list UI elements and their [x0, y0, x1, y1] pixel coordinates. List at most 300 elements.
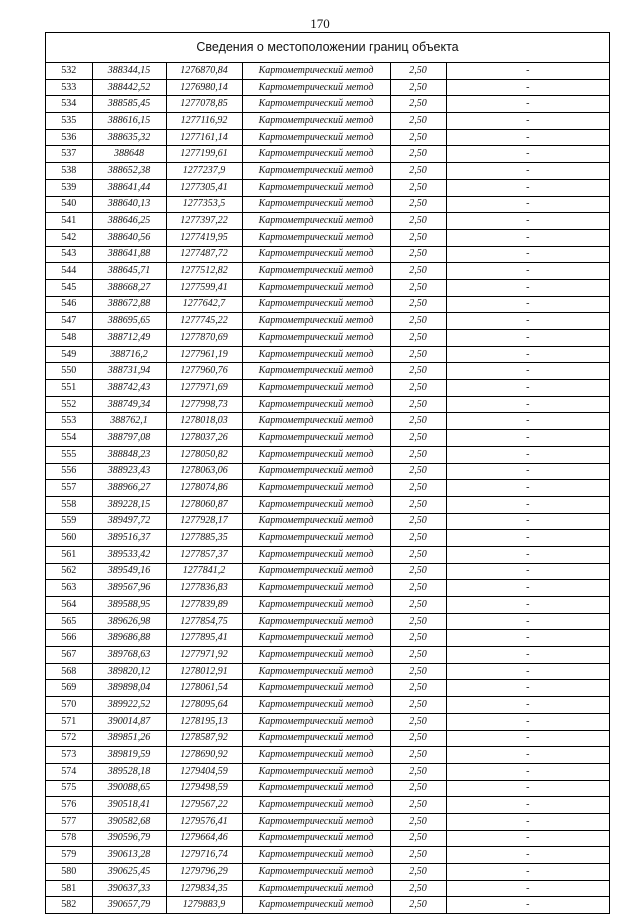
cell-method: Картометрический метод [242, 163, 390, 180]
cell-y-coordinate: 1277971,69 [166, 380, 242, 397]
cell-x-coordinate: 388640,13 [92, 196, 166, 213]
cell-x-coordinate: 388635,32 [92, 129, 166, 146]
cell-accuracy: 2,50 [390, 647, 446, 664]
cell-x-coordinate: 388652,38 [92, 163, 166, 180]
cell-x-coordinate: 388646,25 [92, 213, 166, 230]
cell-accuracy: 2,50 [390, 246, 446, 263]
cell-x-coordinate: 388695,65 [92, 313, 166, 330]
cell-accuracy: 2,50 [390, 763, 446, 780]
cell-x-coordinate: 389820,12 [92, 663, 166, 680]
cell-y-coordinate: 1277116,92 [166, 113, 242, 130]
cell-accuracy: 2,50 [390, 613, 446, 630]
cell-x-coordinate: 388742,43 [92, 380, 166, 397]
cell-description: - [446, 63, 609, 79]
cell-y-coordinate: 1276870,84 [166, 63, 242, 79]
cell-point-number: 547 [46, 313, 92, 330]
cell-accuracy: 2,50 [390, 196, 446, 213]
cell-accuracy: 2,50 [390, 296, 446, 313]
cell-point-number: 573 [46, 747, 92, 764]
table-row [46, 279, 609, 296]
cell-point-number: 551 [46, 380, 92, 397]
cell-y-coordinate: 1277971,92 [166, 647, 242, 664]
cell-description: - [446, 179, 609, 196]
cell-method: Картометрический метод [242, 763, 390, 780]
cell-y-coordinate: 1278050,82 [166, 446, 242, 463]
cell-method: Картометрический метод [242, 63, 390, 79]
cell-accuracy: 2,50 [390, 146, 446, 163]
cell-point-number: 552 [46, 396, 92, 413]
cell-x-coordinate: 388585,45 [92, 96, 166, 113]
cell-description: - [446, 797, 609, 814]
cell-point-number: 553 [46, 413, 92, 430]
cell-accuracy: 2,50 [390, 263, 446, 280]
cell-y-coordinate: 1277305,41 [166, 179, 242, 196]
cell-description: - [446, 129, 609, 146]
cell-accuracy: 2,50 [390, 346, 446, 363]
cell-x-coordinate: 389228,15 [92, 496, 166, 513]
cell-method: Картометрический метод [242, 647, 390, 664]
table-row [46, 830, 609, 847]
cell-y-coordinate: 1277998,73 [166, 396, 242, 413]
cell-point-number: 558 [46, 496, 92, 513]
cell-method: Картометрический метод [242, 363, 390, 380]
cell-point-number: 577 [46, 813, 92, 830]
cell-x-coordinate: 388344,15 [92, 63, 166, 79]
cell-description: - [446, 313, 609, 330]
cell-accuracy: 2,50 [390, 563, 446, 580]
table-row [46, 146, 609, 163]
cell-y-coordinate: 1277960,76 [166, 363, 242, 380]
cell-point-number: 557 [46, 480, 92, 497]
cell-method: Картометрический метод [242, 313, 390, 330]
cell-x-coordinate: 389922,52 [92, 697, 166, 714]
cell-y-coordinate: 1278690,92 [166, 747, 242, 764]
table-row [46, 730, 609, 747]
table-row [46, 296, 609, 313]
cell-description: - [446, 830, 609, 847]
cell-method: Картометрический метод [242, 179, 390, 196]
cell-point-number: 566 [46, 630, 92, 647]
cell-x-coordinate: 388923,43 [92, 463, 166, 480]
cell-method: Картометрический метод [242, 79, 390, 96]
table-row [46, 129, 609, 146]
cell-y-coordinate: 1277857,37 [166, 546, 242, 563]
cell-description: - [446, 480, 609, 497]
table-row [46, 480, 609, 497]
cell-x-coordinate: 388749,34 [92, 396, 166, 413]
cell-y-coordinate: 1277199,61 [166, 146, 242, 163]
cell-y-coordinate: 1278018,03 [166, 413, 242, 430]
cell-point-number: 532 [46, 63, 92, 79]
table-row [46, 680, 609, 697]
table-row [46, 580, 609, 597]
cell-x-coordinate: 390625,45 [92, 864, 166, 881]
cell-description: - [446, 413, 609, 430]
cell-method: Картометрический метод [242, 797, 390, 814]
cell-method: Картометрический метод [242, 747, 390, 764]
table-row [46, 430, 609, 447]
cell-y-coordinate: 1278060,87 [166, 496, 242, 513]
cell-method: Картометрический метод [242, 380, 390, 397]
cell-y-coordinate: 1278063,06 [166, 463, 242, 480]
cell-y-coordinate: 1279567,22 [166, 797, 242, 814]
cell-y-coordinate: 1277870,69 [166, 330, 242, 347]
cell-accuracy: 2,50 [390, 279, 446, 296]
cell-y-coordinate: 1278012,91 [166, 663, 242, 680]
cell-description: - [446, 663, 609, 680]
table-row [46, 263, 609, 280]
cell-x-coordinate: 390637,33 [92, 880, 166, 897]
table-row [46, 363, 609, 380]
cell-description: - [446, 430, 609, 447]
table-row [46, 413, 609, 430]
cell-description: - [446, 697, 609, 714]
cell-description: - [446, 880, 609, 897]
cell-y-coordinate: 1279796,29 [166, 864, 242, 881]
cell-point-number: 559 [46, 513, 92, 530]
table-row [46, 396, 609, 413]
table-row [46, 229, 609, 246]
cell-description: - [446, 96, 609, 113]
cell-x-coordinate: 389768,63 [92, 647, 166, 664]
cell-x-coordinate: 388672,88 [92, 296, 166, 313]
table-row [46, 563, 609, 580]
cell-accuracy: 2,50 [390, 430, 446, 447]
cell-point-number: 544 [46, 263, 92, 280]
cell-x-coordinate: 388668,27 [92, 279, 166, 296]
cell-accuracy: 2,50 [390, 213, 446, 230]
cell-point-number: 567 [46, 647, 92, 664]
table-row [46, 797, 609, 814]
cell-method: Картометрический метод [242, 830, 390, 847]
cell-y-coordinate: 1278061,54 [166, 680, 242, 697]
table-row [46, 847, 609, 864]
cell-point-number: 563 [46, 580, 92, 597]
cell-accuracy: 2,50 [390, 847, 446, 864]
cell-y-coordinate: 1278587,92 [166, 730, 242, 747]
cell-accuracy: 2,50 [390, 313, 446, 330]
cell-method: Картометрический метод [242, 897, 390, 913]
cell-method: Картометрический метод [242, 546, 390, 563]
coordinates-table-body [46, 63, 609, 913]
cell-description: - [446, 530, 609, 547]
cell-y-coordinate: 1277854,75 [166, 613, 242, 630]
cell-y-coordinate: 1279834,35 [166, 880, 242, 897]
table-row [46, 697, 609, 714]
cell-description: - [446, 780, 609, 797]
cell-description: - [446, 730, 609, 747]
cell-method: Картометрический метод [242, 880, 390, 897]
cell-y-coordinate: 1277895,41 [166, 630, 242, 647]
cell-x-coordinate: 389626,98 [92, 613, 166, 630]
cell-description: - [446, 680, 609, 697]
table-row [46, 747, 609, 764]
cell-method: Картометрический метод [242, 96, 390, 113]
cell-description: - [446, 613, 609, 630]
cell-point-number: 569 [46, 680, 92, 697]
cell-method: Картометрический метод [242, 780, 390, 797]
cell-point-number: 582 [46, 897, 92, 913]
cell-description: - [446, 380, 609, 397]
cell-x-coordinate: 389588,95 [92, 597, 166, 614]
cell-method: Картометрический метод [242, 563, 390, 580]
cell-x-coordinate: 390613,28 [92, 847, 166, 864]
cell-method: Картометрический метод [242, 446, 390, 463]
cell-description: - [446, 296, 609, 313]
cell-description: - [446, 864, 609, 881]
cell-x-coordinate: 389819,59 [92, 747, 166, 764]
coordinates-table [46, 63, 609, 913]
cell-method: Картометрический метод [242, 864, 390, 881]
cell-method: Картометрический метод [242, 713, 390, 730]
cell-method: Картометрический метод [242, 630, 390, 647]
cell-point-number: 554 [46, 430, 92, 447]
cell-method: Картометрический метод [242, 229, 390, 246]
table-row [46, 780, 609, 797]
cell-y-coordinate: 1277512,82 [166, 263, 242, 280]
table-row [46, 213, 609, 230]
cell-point-number: 575 [46, 780, 92, 797]
cell-description: - [446, 346, 609, 363]
cell-point-number: 541 [46, 213, 92, 230]
cell-point-number: 536 [46, 129, 92, 146]
cell-description: - [446, 513, 609, 530]
cell-accuracy: 2,50 [390, 163, 446, 180]
cell-x-coordinate: 389851,26 [92, 730, 166, 747]
cell-y-coordinate: 1277642,7 [166, 296, 242, 313]
cell-description: - [446, 146, 609, 163]
cell-description: - [446, 79, 609, 96]
cell-method: Картометрический метод [242, 330, 390, 347]
cell-description: - [526, 899, 530, 911]
cell-method: Картометрический метод [242, 813, 390, 830]
table-row [46, 513, 609, 530]
cell-description: - [446, 229, 609, 246]
cell-accuracy: 2,50 [390, 747, 446, 764]
table-row [46, 864, 609, 881]
cell-point-number: 560 [46, 530, 92, 547]
cell-accuracy: 2,50 [390, 546, 446, 563]
cell-x-coordinate: 388640,56 [92, 229, 166, 246]
cell-accuracy: 2,50 [390, 880, 446, 897]
cell-method: Картометрический метод [242, 463, 390, 480]
cell-x-coordinate: 388442,52 [92, 79, 166, 96]
cell-point-number: 581 [46, 880, 92, 897]
cell-y-coordinate: 1277885,35 [166, 530, 242, 547]
cell-method: Картометрический метод [242, 613, 390, 630]
cell-point-number: 571 [46, 713, 92, 730]
cell-y-coordinate: 1277397,22 [166, 213, 242, 230]
cell-accuracy: 2,50 [390, 413, 446, 430]
cell-method: Картометрический метод [242, 680, 390, 697]
cell-accuracy: 2,50 [390, 129, 446, 146]
cell-accuracy: 2,50 [390, 513, 446, 530]
cell-point-number: 565 [46, 613, 92, 630]
cell-y-coordinate: 1277161,14 [166, 129, 242, 146]
cell-x-coordinate: 388797,08 [92, 430, 166, 447]
cell-x-coordinate: 389516,37 [92, 530, 166, 547]
cell-accuracy: 2,50 [390, 179, 446, 196]
table-row [46, 163, 609, 180]
table-row [46, 763, 609, 780]
cell-method: Картометрический метод [242, 246, 390, 263]
cell-x-coordinate: 390657,79 [92, 897, 166, 913]
cell-accuracy: 2,50 [390, 780, 446, 797]
table-row [46, 446, 609, 463]
cell-description: - [446, 597, 609, 614]
cell-description: - [446, 396, 609, 413]
table-row [46, 79, 609, 96]
cell-description: - [446, 747, 609, 764]
cell-point-number: 568 [46, 663, 92, 680]
cell-method: Картометрический метод [242, 396, 390, 413]
cell-y-coordinate: 1277599,41 [166, 279, 242, 296]
cell-description: - [446, 196, 609, 213]
cell-description: - [446, 763, 609, 780]
cell-point-number: 545 [46, 279, 92, 296]
cell-y-coordinate: 1277928,17 [166, 513, 242, 530]
cell-x-coordinate: 388716,2 [92, 346, 166, 363]
cell-point-number: 548 [46, 330, 92, 347]
cell-point-number: 550 [46, 363, 92, 380]
cell-description: - [446, 213, 609, 230]
table-row [46, 463, 609, 480]
table-row [46, 179, 609, 196]
cell-y-coordinate: 1279576,41 [166, 813, 242, 830]
cell-y-coordinate: 1277841,2 [166, 563, 242, 580]
cell-point-number: 570 [46, 697, 92, 714]
cell-method: Картометрический метод [242, 263, 390, 280]
cell-y-coordinate: 1277745,22 [166, 313, 242, 330]
cell-point-number: 578 [46, 830, 92, 847]
cell-x-coordinate: 390518,41 [92, 797, 166, 814]
table-row [46, 246, 609, 263]
cell-x-coordinate: 389528,18 [92, 763, 166, 780]
cell-description: - [446, 330, 609, 347]
table-row [46, 530, 609, 547]
cell-method: Картометрический метод [242, 296, 390, 313]
cell-accuracy: 2,50 [390, 797, 446, 814]
table-row [46, 597, 609, 614]
cell-y-coordinate: 1278195,13 [166, 713, 242, 730]
cell-x-coordinate: 388648 [92, 146, 166, 163]
cell-method: Картометрический метод [242, 480, 390, 497]
cell-point-number: 576 [46, 797, 92, 814]
cell-method: Картометрический метод [242, 413, 390, 430]
cell-point-number: 538 [46, 163, 92, 180]
cell-point-number: 574 [46, 763, 92, 780]
cell-description: - [446, 847, 609, 864]
cell-accuracy: 2,50 [390, 697, 446, 714]
cell-y-coordinate: 1279404,59 [166, 763, 242, 780]
cell-method: Картометрический метод [242, 213, 390, 230]
cell-accuracy: 2,50 [390, 580, 446, 597]
cell-method: Картометрический метод [242, 730, 390, 747]
cell-accuracy: 2,50 [390, 496, 446, 513]
cell-x-coordinate: 389686,88 [92, 630, 166, 647]
cell-x-coordinate: 390596,79 [92, 830, 166, 847]
cell-description: - [446, 713, 609, 730]
table-row [46, 546, 609, 563]
table-row [46, 313, 609, 330]
cell-x-coordinate: 388645,71 [92, 263, 166, 280]
table-row [46, 613, 609, 630]
cell-y-coordinate: 1277961,19 [166, 346, 242, 363]
cell-point-number: 564 [46, 597, 92, 614]
cell-y-coordinate: 1277487,72 [166, 246, 242, 263]
table-row [46, 196, 609, 213]
cell-y-coordinate: 1277237,9 [166, 163, 242, 180]
section-title: Сведения о местоположении границ объекта [46, 33, 609, 63]
cell-method: Картометрический метод [242, 129, 390, 146]
cell-accuracy: 2,50 [390, 530, 446, 547]
cell-accuracy: 2,50 [390, 463, 446, 480]
cell-accuracy: 2,50 [390, 480, 446, 497]
table-row [46, 380, 609, 397]
cell-y-coordinate: 1278074,86 [166, 480, 242, 497]
cell-y-coordinate: 1277078,85 [166, 96, 242, 113]
cell-method: Картометрический метод [242, 496, 390, 513]
cell-x-coordinate: 388712,49 [92, 330, 166, 347]
cell-accuracy: 2,50 [390, 229, 446, 246]
cell-x-coordinate: 388731,94 [92, 363, 166, 380]
cell-method: Картометрический метод [242, 597, 390, 614]
cell-point-number: 562 [46, 563, 92, 580]
cell-x-coordinate: 388848,23 [92, 446, 166, 463]
table-row [46, 880, 609, 897]
cell-accuracy: 2,50 [390, 363, 446, 380]
cell-x-coordinate: 388966,27 [92, 480, 166, 497]
cell-method: Картометрический метод [242, 430, 390, 447]
cell-x-coordinate: 389567,96 [92, 580, 166, 597]
cell-y-coordinate: 1277419,95 [166, 229, 242, 246]
cell-accuracy: 2,50 [390, 663, 446, 680]
cell-point-number: 549 [46, 346, 92, 363]
cell-accuracy: 2,50 [390, 79, 446, 96]
cell-point-number: 543 [46, 246, 92, 263]
cell-description: - [446, 546, 609, 563]
cell-description: - [446, 246, 609, 263]
cell-x-coordinate: 390014,87 [92, 713, 166, 730]
cell-x-coordinate: 389497,72 [92, 513, 166, 530]
cell-method: Картометрический метод [242, 346, 390, 363]
table-row [46, 630, 609, 647]
boundary-coordinates-sheet [45, 32, 610, 914]
cell-point-number: 537 [46, 146, 92, 163]
cell-accuracy: 2,50 [390, 380, 446, 397]
cell-method: Картометрический метод [242, 113, 390, 130]
cell-accuracy: 2,50 [390, 113, 446, 130]
table-row [46, 63, 609, 79]
cell-accuracy: 2,50 [390, 680, 446, 697]
cell-y-coordinate: 1278037,26 [166, 430, 242, 447]
cell-accuracy: 2,50 [390, 96, 446, 113]
cell-x-coordinate: 388641,88 [92, 246, 166, 263]
cell-point-number: 556 [46, 463, 92, 480]
table-row [46, 663, 609, 680]
cell-method: Картометрический метод [242, 530, 390, 547]
table-row [46, 96, 609, 113]
cell-x-coordinate: 390088,65 [92, 780, 166, 797]
cell-x-coordinate: 390582,68 [92, 813, 166, 830]
cell-description: - [446, 496, 609, 513]
cell-method: Картометрический метод [242, 196, 390, 213]
cell-point-number: 580 [46, 864, 92, 881]
cell-point-number: 555 [46, 446, 92, 463]
cell-accuracy: 2,50 [390, 897, 446, 913]
cell-y-coordinate: 1277836,83 [166, 580, 242, 597]
cell-point-number: 539 [46, 179, 92, 196]
